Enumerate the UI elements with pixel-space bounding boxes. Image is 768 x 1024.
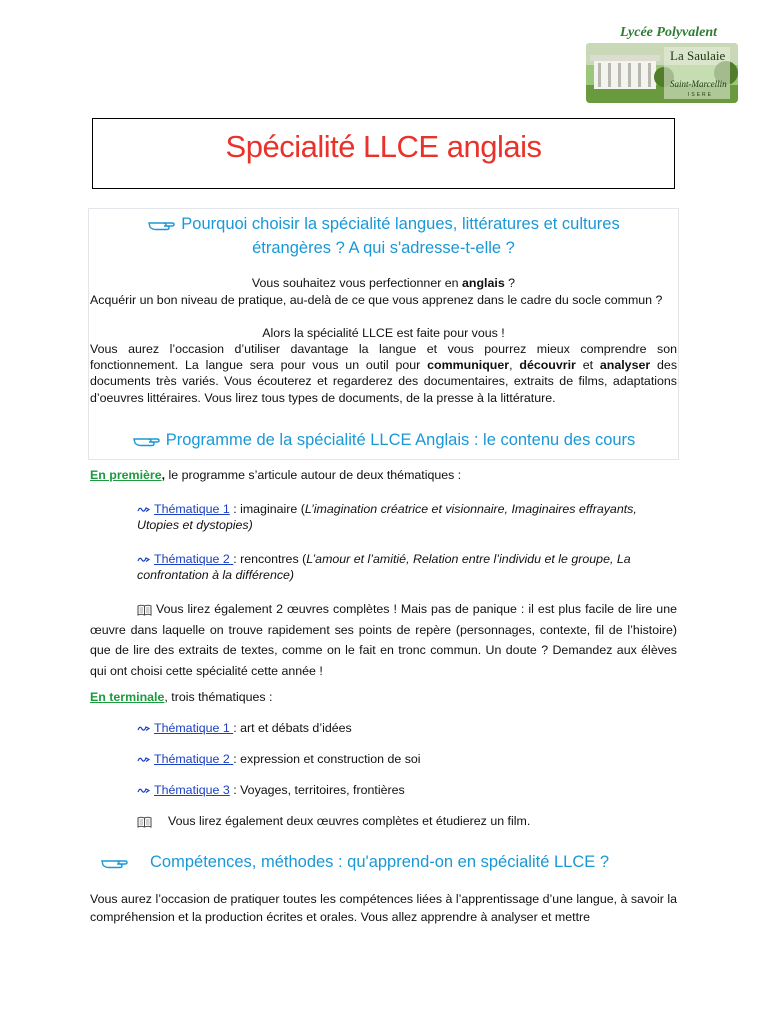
section3-heading: Compétences, méthodes : qu'apprend-on en spécialité LLCE ? xyxy=(88,850,679,874)
premiere-item-1: Thématique 1 : imaginaire (L’imagination créatrice et visionnaire, Imaginaires effrayants, Utopies et dystopies) xyxy=(137,502,637,533)
terminale-label: En terminale xyxy=(90,690,165,704)
open-book-icon xyxy=(137,816,152,828)
pointing-hand-icon xyxy=(100,856,128,870)
bold-anglais: anglais xyxy=(462,276,505,290)
arrow-bullet-icon xyxy=(137,505,150,514)
terminale-intro: En terminale, trois thématiques : xyxy=(90,690,273,704)
logo-title: Lycée Polyvalent xyxy=(620,25,718,40)
section1-heading-line1: Pourquoi choisir la spécialité langues, littératures et cultures xyxy=(181,215,620,233)
question-line: Vous souhaitez vous perfectionner en anglais ? xyxy=(251,276,516,290)
thematique-1-link[interactable]: Thématique 1 xyxy=(154,502,230,516)
terminale-works: Vous lirez également deux œuvres complètes et étudierez un film. xyxy=(137,813,530,829)
terminale-thematique-1-link[interactable]: Thématique 1 xyxy=(154,721,234,735)
open-book-icon xyxy=(137,604,152,616)
section2-heading: Programme de la spécialité LLCE Anglais : le contenu des cours xyxy=(88,428,679,452)
acquire-level-text: Acquérir un bon niveau de pratique, au-delà de ce que vous apprenez dans le cadre du socle commun ? xyxy=(90,293,663,307)
section1-heading-line2: étrangères ? A qui s'adresse-t-elle ? xyxy=(252,239,515,257)
logo-school-name: La Saulaie xyxy=(670,48,726,63)
school-logo xyxy=(586,22,746,106)
premiere-item-2: Thématique 2 : rencontres (L’amour et l’amitié, Relation entre l’individu et le groupe, La confrontation à la différence) xyxy=(137,552,631,583)
section1-heading xyxy=(88,212,679,260)
arrow-bullet-icon xyxy=(137,724,150,733)
arrow-bullet-icon xyxy=(137,555,150,564)
premiere-label: En première xyxy=(90,468,162,482)
pointing-hand-icon xyxy=(147,218,175,232)
logo-town: Saint-Marcellin xyxy=(670,79,727,89)
logo-department: ISERE xyxy=(688,92,714,98)
terminale-item-2: Thématique 2 : expression et construction de soi xyxy=(137,751,421,767)
terminale-item-3: Thématique 3 : Voyages, territoires, frontières xyxy=(137,782,405,798)
intro-paragraph: Vous aurez l’occasion d’utiliser davantage la langue et vous pourrez mieux comprendre son fonctionnement. La langue sera pour vous un outil pour communiquer, découvrir et analyser des documents très variés. Vous écouterez et regarderez des documentaires, extraits de films, adaptations d’oeuvres littéraires. Vous lirez tous types de documents, de la presse à la littérature. xyxy=(90,342,678,405)
section3-paragraph: Vous aurez l’occasion de pratiquer toutes les compétences liées à l’apprentissage d’une langue, à savoir la compréhension et la production écrites et orales. Vous allez apprendre à analyser et mettre xyxy=(90,892,677,924)
terminale-item-1: Thématique 1 : art et débats d’idées xyxy=(137,720,352,736)
page-title: Spécialité LLCE anglais xyxy=(225,128,542,164)
thematique-2-link[interactable]: Thématique 2 xyxy=(154,552,234,566)
llce-for-you-text: Alors la spécialité LLCE est faite pour vous ! xyxy=(262,326,505,340)
works-paragraph: Vous lirez également 2 œuvres complètes ! Mais pas de panique : il est plus facile de lire une œuvre dans laquelle on trouve rapidement ses points de repère (personnages, contexte, fil de l’histoire) que de lire des extraits de textes, comme on le fait en tronc commun. Un doute ? Demandez aux élèves qui ont choisi cette spécialité cette année ! xyxy=(90,602,677,678)
pointing-hand-icon xyxy=(132,434,160,448)
title-box xyxy=(92,118,675,189)
premiere-intro: En première, le programme s’articule autour de deux thématiques : xyxy=(90,468,462,482)
terminale-thematique-3-link[interactable]: Thématique 3 xyxy=(154,783,230,797)
arrow-bullet-icon xyxy=(137,755,150,764)
arrow-bullet-icon xyxy=(137,786,150,795)
terminale-thematique-2-link[interactable]: Thématique 2 xyxy=(154,752,234,766)
